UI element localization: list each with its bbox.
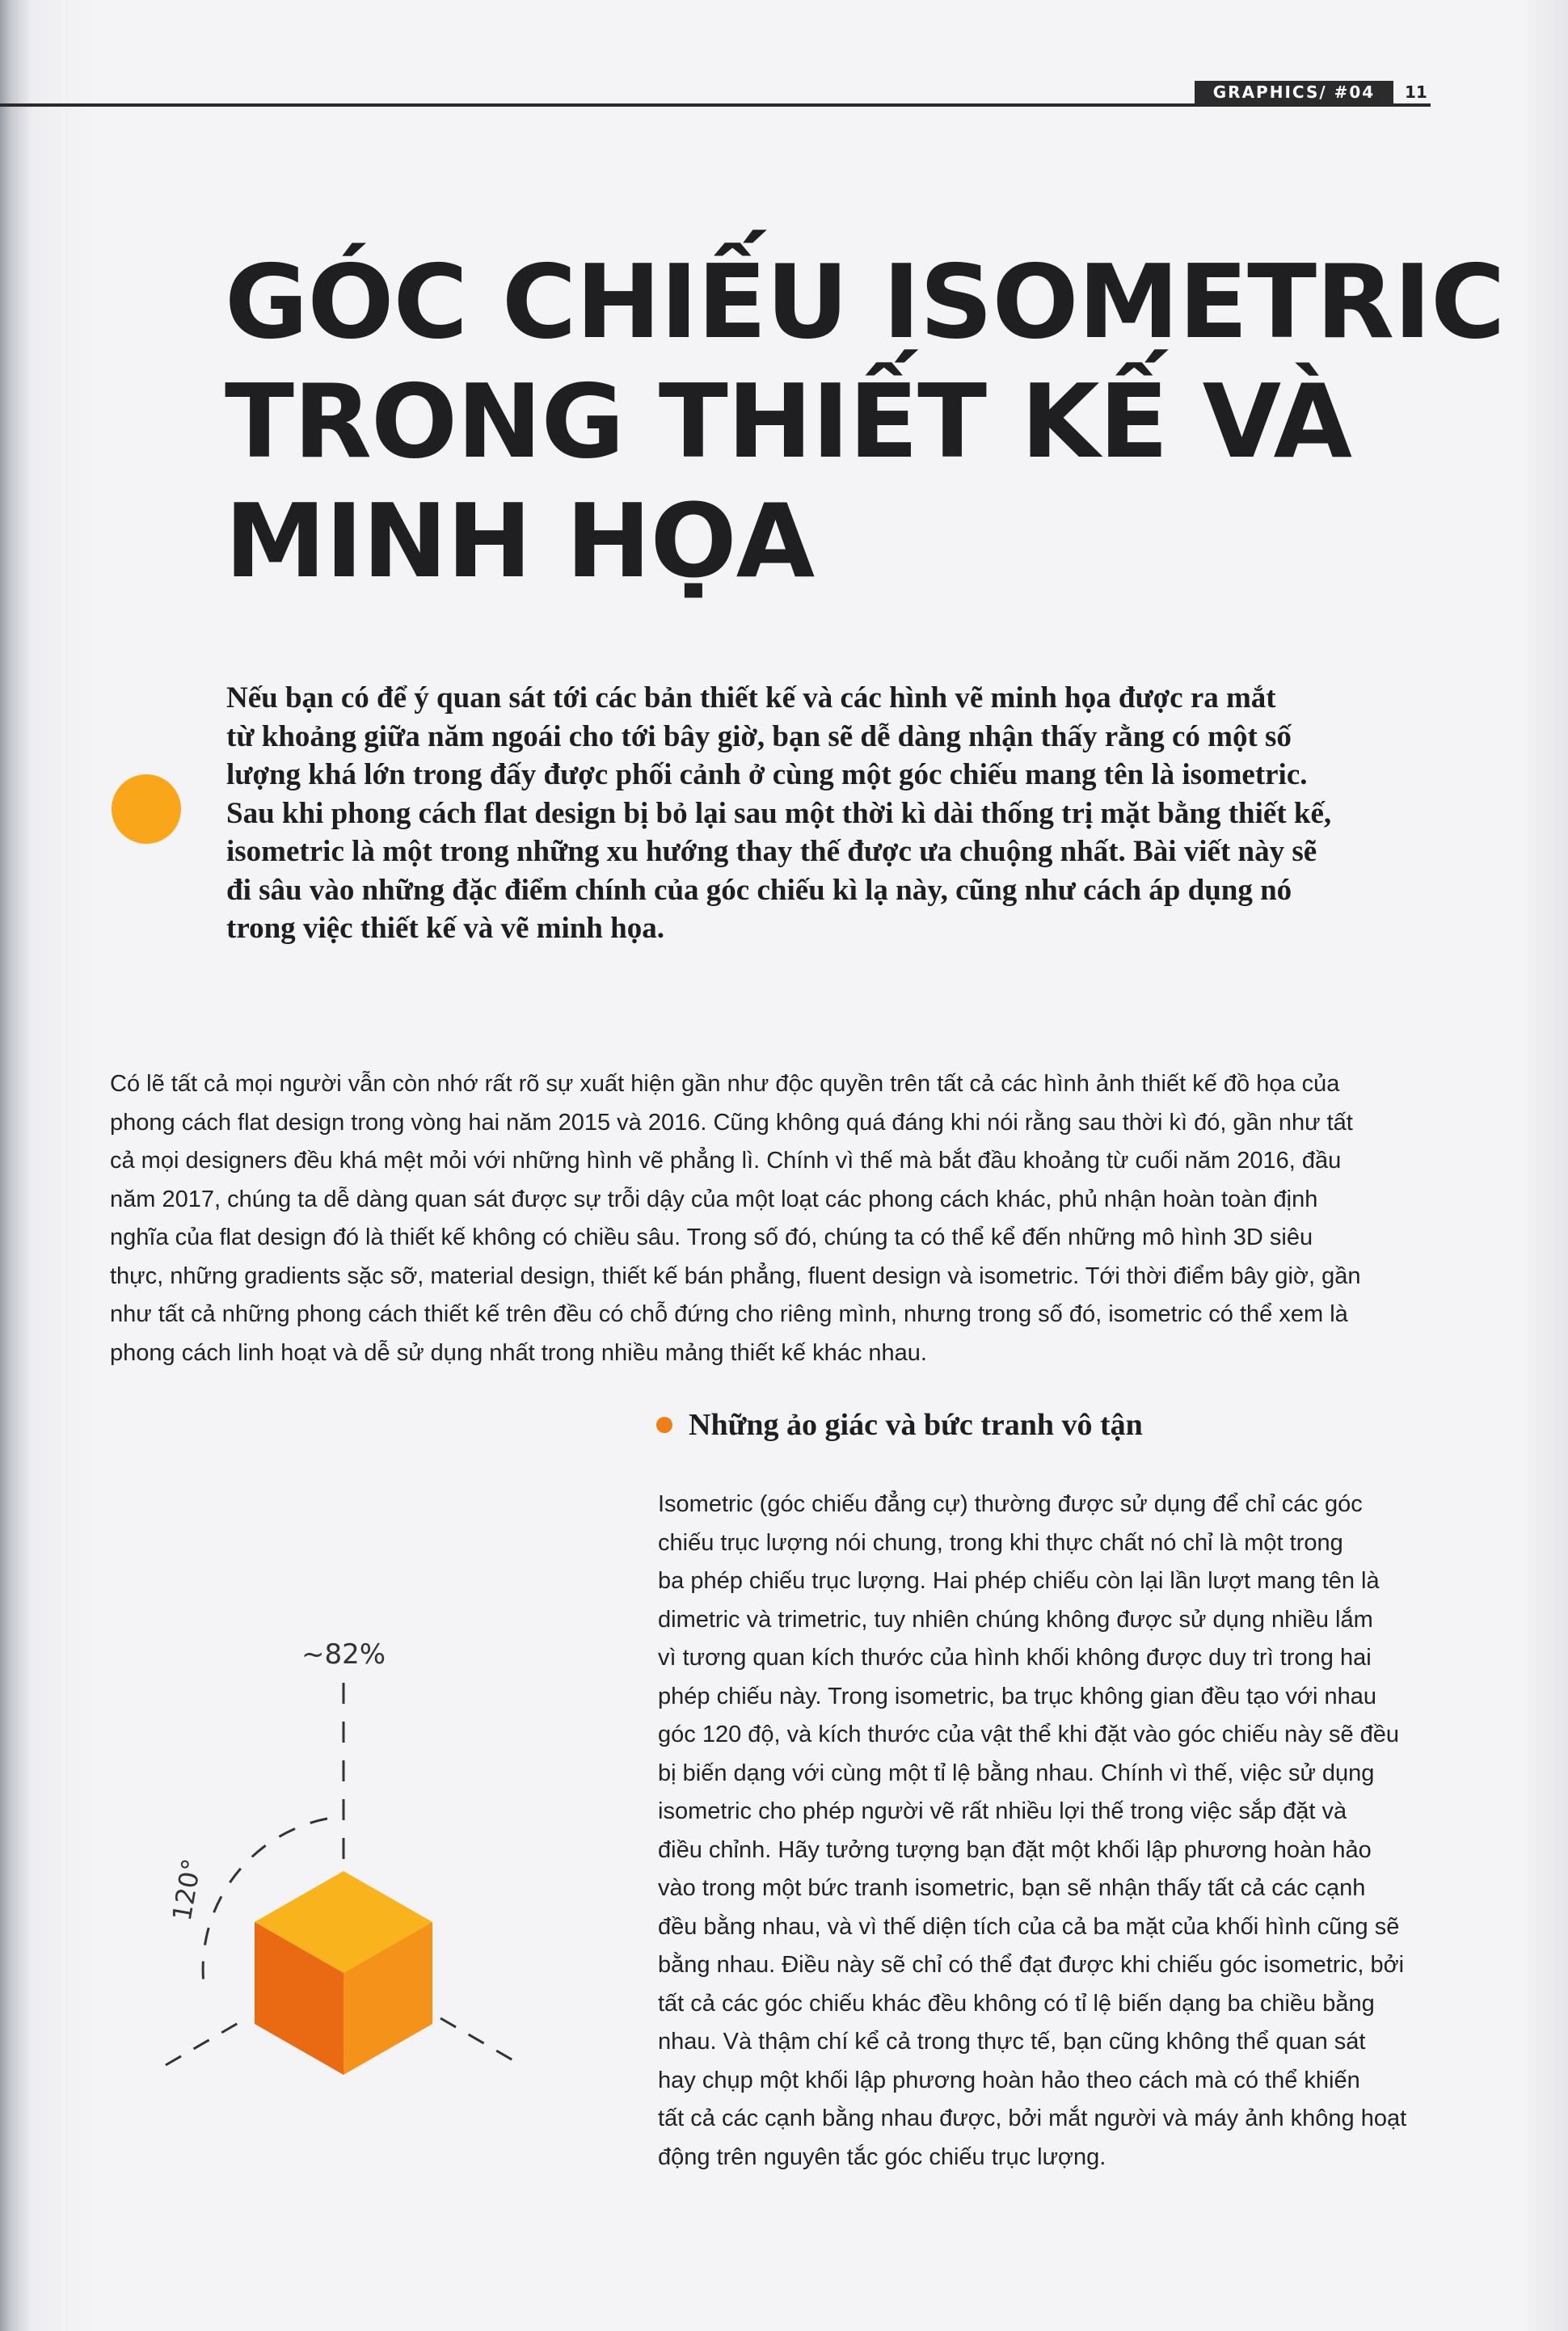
section-line: động trên nguyên tắc góc chiếu trục lượng. (658, 2143, 1106, 2170)
body-line: năm 2017, chúng ta dễ dàng quan sát được sự trỗi dậy của một loạt các phong cách khác, phủ nhận hoàn toàn định (110, 1186, 1318, 1212)
ratio-label: ~82% (301, 1638, 386, 1671)
body-line: phong cách flat design trong vòng hai năm 2015 và 2016. Cũng không quá đáng khi nói rằng sau thời kì đó, gần như tất (110, 1109, 1353, 1136)
body-line: cả mọi designers đều khá mệt mỏi với những hình vẽ phẳng lì. Chính vì thế mà bắt đầu khoảng từ cuối năm 2016, đầu (110, 1148, 1342, 1174)
section-tag: GRAPHICS/ #04 (1195, 81, 1393, 103)
section-line: vào trong một bức tranh isometric, bạn sẽ nhận thấy tất cả các cạnh (658, 1875, 1366, 1901)
section-line: ba phép chiếu trục lượng. Hai phép chiếu còn lại lần lượt mang tên là (658, 1568, 1380, 1594)
lead-paragraph (226, 679, 1455, 948)
isometric-cube-illustration (154, 1625, 542, 2110)
section-line: chiếu trục lượng nói chung, trong khi thực chất nó chỉ là một trong (658, 1529, 1343, 1556)
section-line: bằng nhau. Điều này sẽ chỉ có thể đạt được khi chiếu góc isometric, bởi (658, 1952, 1405, 1978)
lead-line: trong việc thiết kế và vẽ minh họa. (226, 912, 664, 945)
page-number: 11 (1405, 82, 1427, 102)
section-line: điều chỉnh. Hãy tưởng tượng bạn đặt một khối lập phương hoàn hảo (658, 1836, 1372, 1863)
section-line: góc 120 độ, và kích thước của vật thể khi đặt vào góc chiếu này sẽ đều (658, 1722, 1400, 1747)
title-line: TRONG THIẾT KẾ VÀ (225, 362, 1352, 481)
section-line: tất cả các cạnh bằng nhau được, bởi mắt người và máy ảnh không hoạt (658, 2105, 1407, 2131)
section-line: Isometric (góc chiếu đẳng cự) thường được sử dụng để chỉ các góc (658, 1491, 1363, 1517)
decorative-dot-icon (112, 774, 181, 844)
body-paragraph (110, 1065, 1452, 1372)
lead-line: lượng khá lớn trong đấy được phối cảnh ở cùng một góc chiếu mang tên là isometric. (226, 758, 1308, 791)
lead-line: Sau khi phong cách flat design bị bỏ lại sau một thời kì dài thống trị mặt bằng thiết kế, (226, 796, 1332, 830)
body-line: thực, những gradients sặc sỡ, material design, thiết kế bán phẳng, fluent design và isometric. Tới thời điểm bây giờ, gần (110, 1262, 1361, 1289)
section-line: vì tương quan kích thước của hình khối không được duy trì trong hai (658, 1645, 1372, 1671)
lead-line: Nếu bạn có để ý quan sát tới các bản thiết kế và các hình vẽ minh họa được ra mắt (226, 681, 1276, 714)
lead-line: đi sâu vào những đặc điểm chính của góc chiếu kì lạ này, cũng như cách áp dụng nó (226, 873, 1292, 907)
lead-line: isometric là một trong những xu hướng thay thế được ưa chuộng nhất. Bài viết này sẽ (226, 835, 1317, 868)
article-title (225, 242, 1505, 601)
angle-label: 120° (166, 1856, 208, 1924)
bullet-icon (656, 1417, 672, 1433)
left-axis-line (166, 2018, 247, 2065)
section-paragraph (658, 1486, 1450, 2177)
body-line: nghĩa của flat design đó là thiết kế không có chiều sâu. Trong số đó, chúng ta có thể kể đến những mô hình 3D siêu (110, 1225, 1313, 1250)
section-line: hay chụp một khối lập phương hoàn hảo theo cách mà có thể khiến (658, 2067, 1360, 2093)
section-line: đều bằng nhau, và vì thế diện tích của cả ba mặt của khối hình cũng sẽ (658, 1913, 1400, 1940)
body-line: Có lẽ tất cả mọi người vẫn còn nhớ rất rõ sự xuất hiện gần như độc quyền trên tất cả các hình ảnh thiết kế đồ họa của (110, 1071, 1340, 1097)
title-line: GÓC CHIẾU ISOMETRIC (225, 242, 1505, 361)
right-axis-line (440, 2018, 521, 2065)
section-line: tất cả các góc chiếu khác đều không có tỉ lệ biến dạng ba chiều bằng (658, 1990, 1375, 2017)
section-line: phép chiếu này. Trong isometric, ba trục không gian đều tạo với nhau (658, 1683, 1377, 1709)
section-line: isometric cho phép người vẽ rất nhiều lợi thế trong việc sắp đặt và (658, 1798, 1347, 1824)
title-line: MINH HỌA (225, 482, 815, 601)
body-line: như tất cả những phong cách thiết kế trên đều có chỗ đứng cho riêng mình, nhưng trong số đó, isometric có thể xem là (110, 1301, 1348, 1327)
section-heading (656, 1405, 1143, 1445)
body-line: phong cách linh hoạt và dễ sử dụng nhất trong nhiều mảng thiết kế khác nhau. (110, 1339, 927, 1366)
section-line: nhau. Và thậm chí kể cả trong thực tế, bạn cũng không thể quan sát (658, 2029, 1366, 2055)
section-line: bị biến dạng với cùng một tỉ lệ bằng nhau. Chính vì thế, việc sử dụng (658, 1760, 1375, 1786)
section-line: dimetric và trimetric, tuy nhiên chúng không được sử dụng nhiều lắm (658, 1606, 1373, 1633)
header-rule (0, 103, 1431, 107)
lead-line: từ khoảng giữa năm ngoái cho tới bây giờ, bạn sẽ dễ dàng nhận thấy rằng có một số (226, 719, 1292, 753)
section-heading-text: Những ảo giác và bức tranh vô tận (689, 1408, 1143, 1442)
